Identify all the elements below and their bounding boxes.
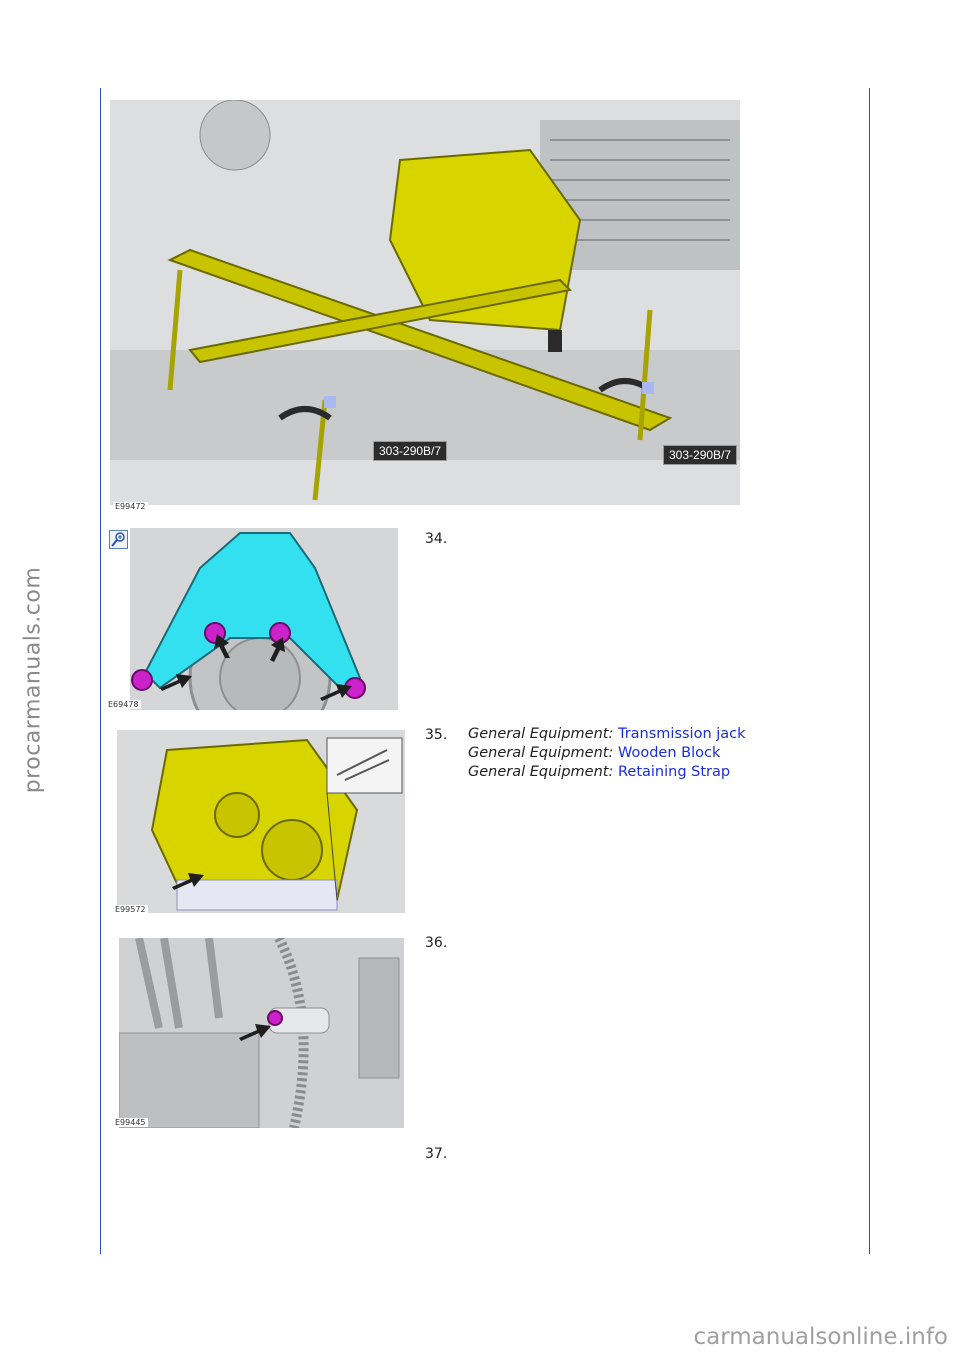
figure-e99445: [119, 938, 404, 1128]
tool-callout-left: 303-290B/7: [373, 441, 447, 461]
right-margin-rule: [869, 88, 870, 1254]
figure-e99572: [117, 730, 405, 913]
step-number-34: 34.: [425, 531, 448, 547]
figure-e69478-illustration: [130, 528, 398, 710]
equipment-link[interactable]: Transmission jack: [617, 726, 746, 742]
figure-code: E69478: [108, 700, 139, 709]
equipment-item: [468, 725, 746, 744]
left-margin-rule: [100, 88, 101, 1254]
equipment-link[interactable]: Wooden Block: [617, 745, 721, 761]
equipment-label: General Equipment:: [468, 745, 614, 761]
step-number-36: 36.: [425, 935, 448, 951]
figure-e99572-illustration: [117, 730, 405, 913]
tool-callout-right: 303-290B/7: [663, 445, 737, 465]
equipment-list: [468, 725, 746, 782]
equipment-item: [468, 744, 746, 763]
figure-code: E99445: [115, 1118, 146, 1127]
figure-code: E99472: [115, 502, 146, 511]
figure-e99445-illustration: [119, 938, 404, 1128]
step-number-35: 35.: [425, 727, 448, 743]
equipment-link[interactable]: Retaining Strap: [617, 764, 731, 780]
figure-e69478: [130, 528, 398, 710]
bottom-watermark: carmanualsonline.info: [693, 1324, 948, 1350]
figure-e99472: [110, 100, 740, 505]
figure-code: E99572: [115, 905, 146, 914]
equipment-item: [468, 763, 746, 782]
equipment-label: General Equipment:: [468, 764, 614, 780]
step-number-37: 37.: [425, 1146, 448, 1162]
side-watermark: procarmanuals.com: [20, 566, 46, 794]
equipment-label: General Equipment:: [468, 726, 614, 742]
zoom-icon[interactable]: [109, 530, 128, 549]
